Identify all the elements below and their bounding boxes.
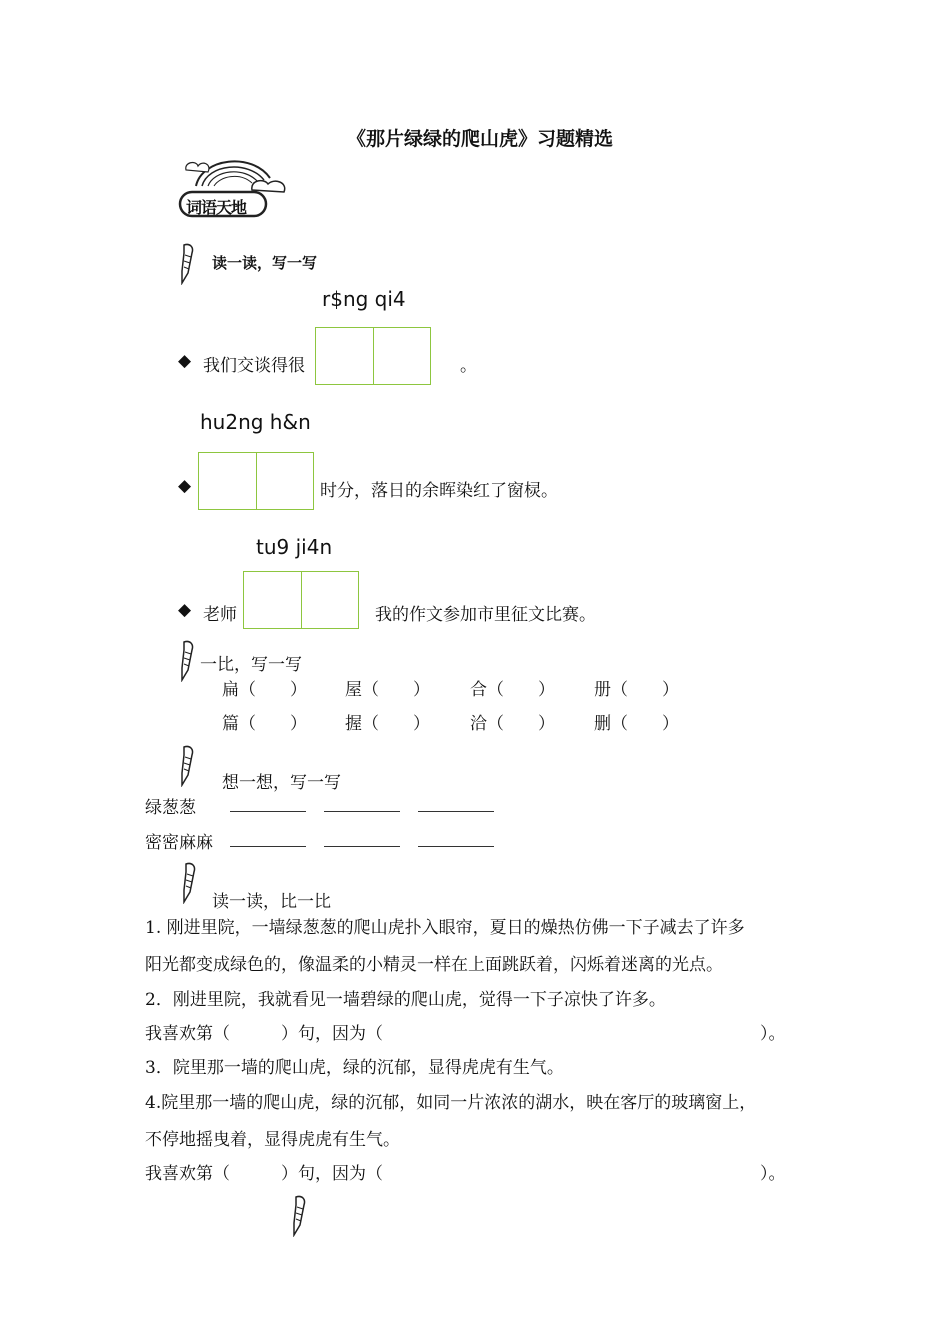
compare-item: 篇（ ） (222, 714, 307, 734)
bullet-q1: ◆ (178, 351, 192, 371)
sentence-4b: 不停地摇曳着，显得虎虎有生气。 (145, 1130, 400, 1150)
sentence-1a: 1. 刚进里院，一墙绿葱葱的爬山虎扑入眼帘，夏日的燥热仿佛一下子减去了许多 (145, 918, 745, 938)
q1-prefix: 我们交谈得很 (203, 356, 305, 376)
pinyin-q2: hu2ng h&n (200, 410, 311, 434)
word-label: 绿葱葱 (145, 798, 196, 818)
compare-item: 屋（ ） (345, 680, 430, 700)
section-badge (178, 152, 298, 218)
answer-grid-q1[interactable] (315, 327, 431, 385)
answer-line-1-left[interactable]: 我喜欢第（ ）句，因为（ (145, 1024, 383, 1044)
sentence-1b: 阳光都变成绿色的，像温柔的小精灵一样在上面跳跃着，闪烁着迷离的光点。 (145, 955, 723, 975)
pen-icon (176, 243, 198, 289)
compare-item: 册（ ） (594, 680, 679, 700)
q1-suffix: 。 (460, 356, 477, 376)
section3-label: 想一想，写一写 (222, 773, 341, 793)
section1-label: 读一读，写一写 (212, 254, 318, 272)
q3-prefix: 老师 (203, 605, 237, 625)
compare-item: 握（ ） (345, 714, 430, 734)
section4-label: 读一读，比一比 (212, 892, 331, 912)
answer-grid-q3[interactable] (243, 571, 359, 629)
q3-suffix: 我的作文参加市里征文比赛。 (375, 605, 596, 625)
answer-line-2-right: ）。 (760, 1164, 786, 1184)
q2-suffix: 时分，落日的余晖染红了窗棂。 (320, 481, 558, 501)
answer-line-1-right: ）。 (760, 1024, 786, 1044)
page-title: 《那片绿绿的爬山虎》习题精选 (346, 128, 613, 150)
pen-icon (176, 640, 198, 686)
compare-item: 扁（ ） (222, 680, 307, 700)
compare-item: 合（ ） (470, 680, 555, 700)
sentence-2: 2．刚进里院，我就看见一墙碧绿的爬山虎，觉得一下子凉快了许多。 (145, 990, 666, 1010)
sentence-4a: 4.院里那一墙的爬山虎，绿的沉郁，如同一片浓浓的湖水，映在客厅的玻璃窗上， (145, 1093, 757, 1113)
pinyin-q1: r$ng qi4 (322, 287, 406, 311)
sentence-3: 3．院里那一墙的爬山虎，绿的沉郁，显得虎虎有生气。 (145, 1058, 564, 1078)
compare-item: 删（ ） (594, 714, 679, 734)
pen-icon (178, 862, 200, 908)
word-label: 密密麻麻 (145, 833, 213, 853)
pen-icon (288, 1195, 310, 1241)
pen-icon (176, 745, 198, 791)
answer-grid-q2[interactable] (198, 452, 314, 510)
answer-blanks-row1[interactable] (230, 797, 512, 816)
bullet-q2: ◆ (178, 476, 192, 496)
section2-label: 一比，写一写 (200, 655, 302, 675)
bullet-q3: ◆ (178, 600, 192, 620)
answer-line-2-left[interactable]: 我喜欢第（ ）句，因为（ (145, 1164, 383, 1184)
compare-item: 洽（ ） (470, 714, 555, 734)
section-badge-label: 词语天地 (186, 198, 247, 217)
pinyin-q3: tu9 ji4n (256, 535, 333, 559)
answer-blanks-row2[interactable] (230, 832, 512, 851)
